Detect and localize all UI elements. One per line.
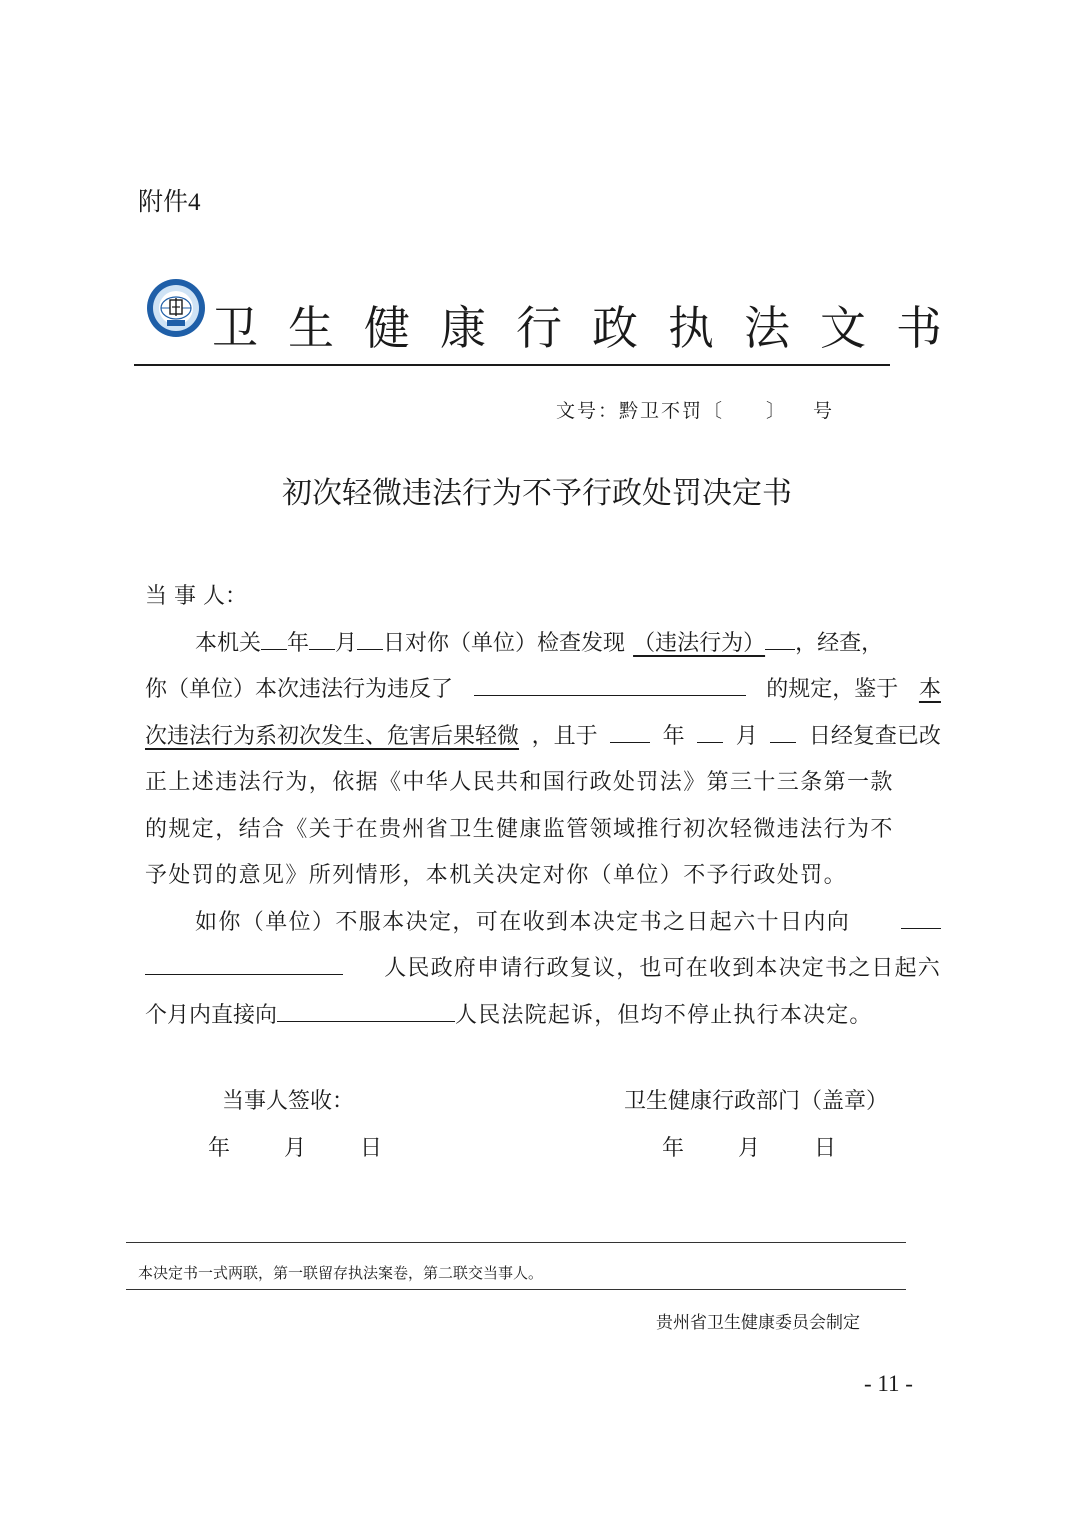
party-receipt-label: 当事人签收：: [222, 1089, 355, 1114]
paragraph1-line5: 的规定，结合《关于在贵州省卫生健康监管领域推行初次轻微违法行为不: [145, 816, 894, 842]
year-blank: [261, 621, 287, 650]
party-line: 当 事 人：: [145, 584, 247, 609]
court-blank: [277, 993, 455, 1022]
paragraph2-line2: 人民政府申请行政复议，也可在收到本决定书之日起六: [145, 946, 941, 993]
paragraph2-line1: 如你（单位）不服本决定，可在收到本决定书之日起六十日内向: [145, 900, 941, 947]
paragraph1-line6: 予处罚的意见》所列情形，本机关决定对你（单位）不予行政处罚。: [145, 863, 848, 888]
footer-rule-top: [126, 1242, 906, 1243]
footer-rule-bottom: [126, 1289, 906, 1290]
paragraph1-line1: 本机关 年 月 日对你（单位）检查发现 （违法行为） ，经查，: [145, 621, 941, 668]
month-blank: [309, 621, 335, 650]
paragraph1-line3: 次违法行为系初次发生、危害后果轻微 ，且于 年 月 日经复查已改: [145, 714, 941, 761]
paragraph1-line4: 正上述违法行为，依据《中华人民共和国行政处罚法》第三十三条第一款: [145, 770, 894, 795]
party-date: 年 月 日: [208, 1136, 383, 1161]
banner-rule: [134, 364, 890, 366]
government-blank: [145, 946, 343, 975]
paragraph2-line3: 个月内直接向 人民法院起诉，但均不停止执行本决定。: [145, 993, 941, 1040]
page-number: - 11 -: [864, 1371, 913, 1396]
document-title: 初次轻微违法行为不予行政处罚决定书: [282, 476, 792, 511]
document-number: 文号：黔卫不罚〔 〕 号: [556, 400, 835, 422]
violation-field: （违法行为）: [633, 630, 766, 656]
health-emblem-icon: [146, 278, 206, 338]
regulation-blank: [474, 667, 746, 696]
attachment-label: 附件4: [138, 187, 201, 216]
footer-note: 本决定书一式两联，第一联留存执法案卷，第二联交当事人。: [138, 1264, 544, 1282]
paragraph1-line2: 你（单位）本次违法行为违反了 的规定，鉴于 本: [145, 667, 941, 714]
document-banner: 卫生健康行政执法文书: [212, 301, 972, 355]
department-seal-label: 卫生健康行政部门（盖章）: [624, 1089, 889, 1114]
issuer-label: 贵州省卫生健康委员会制定: [656, 1313, 860, 1333]
department-date: 年 月 日: [662, 1136, 837, 1161]
document-body: [145, 574, 941, 1039]
day-blank: [357, 621, 383, 650]
